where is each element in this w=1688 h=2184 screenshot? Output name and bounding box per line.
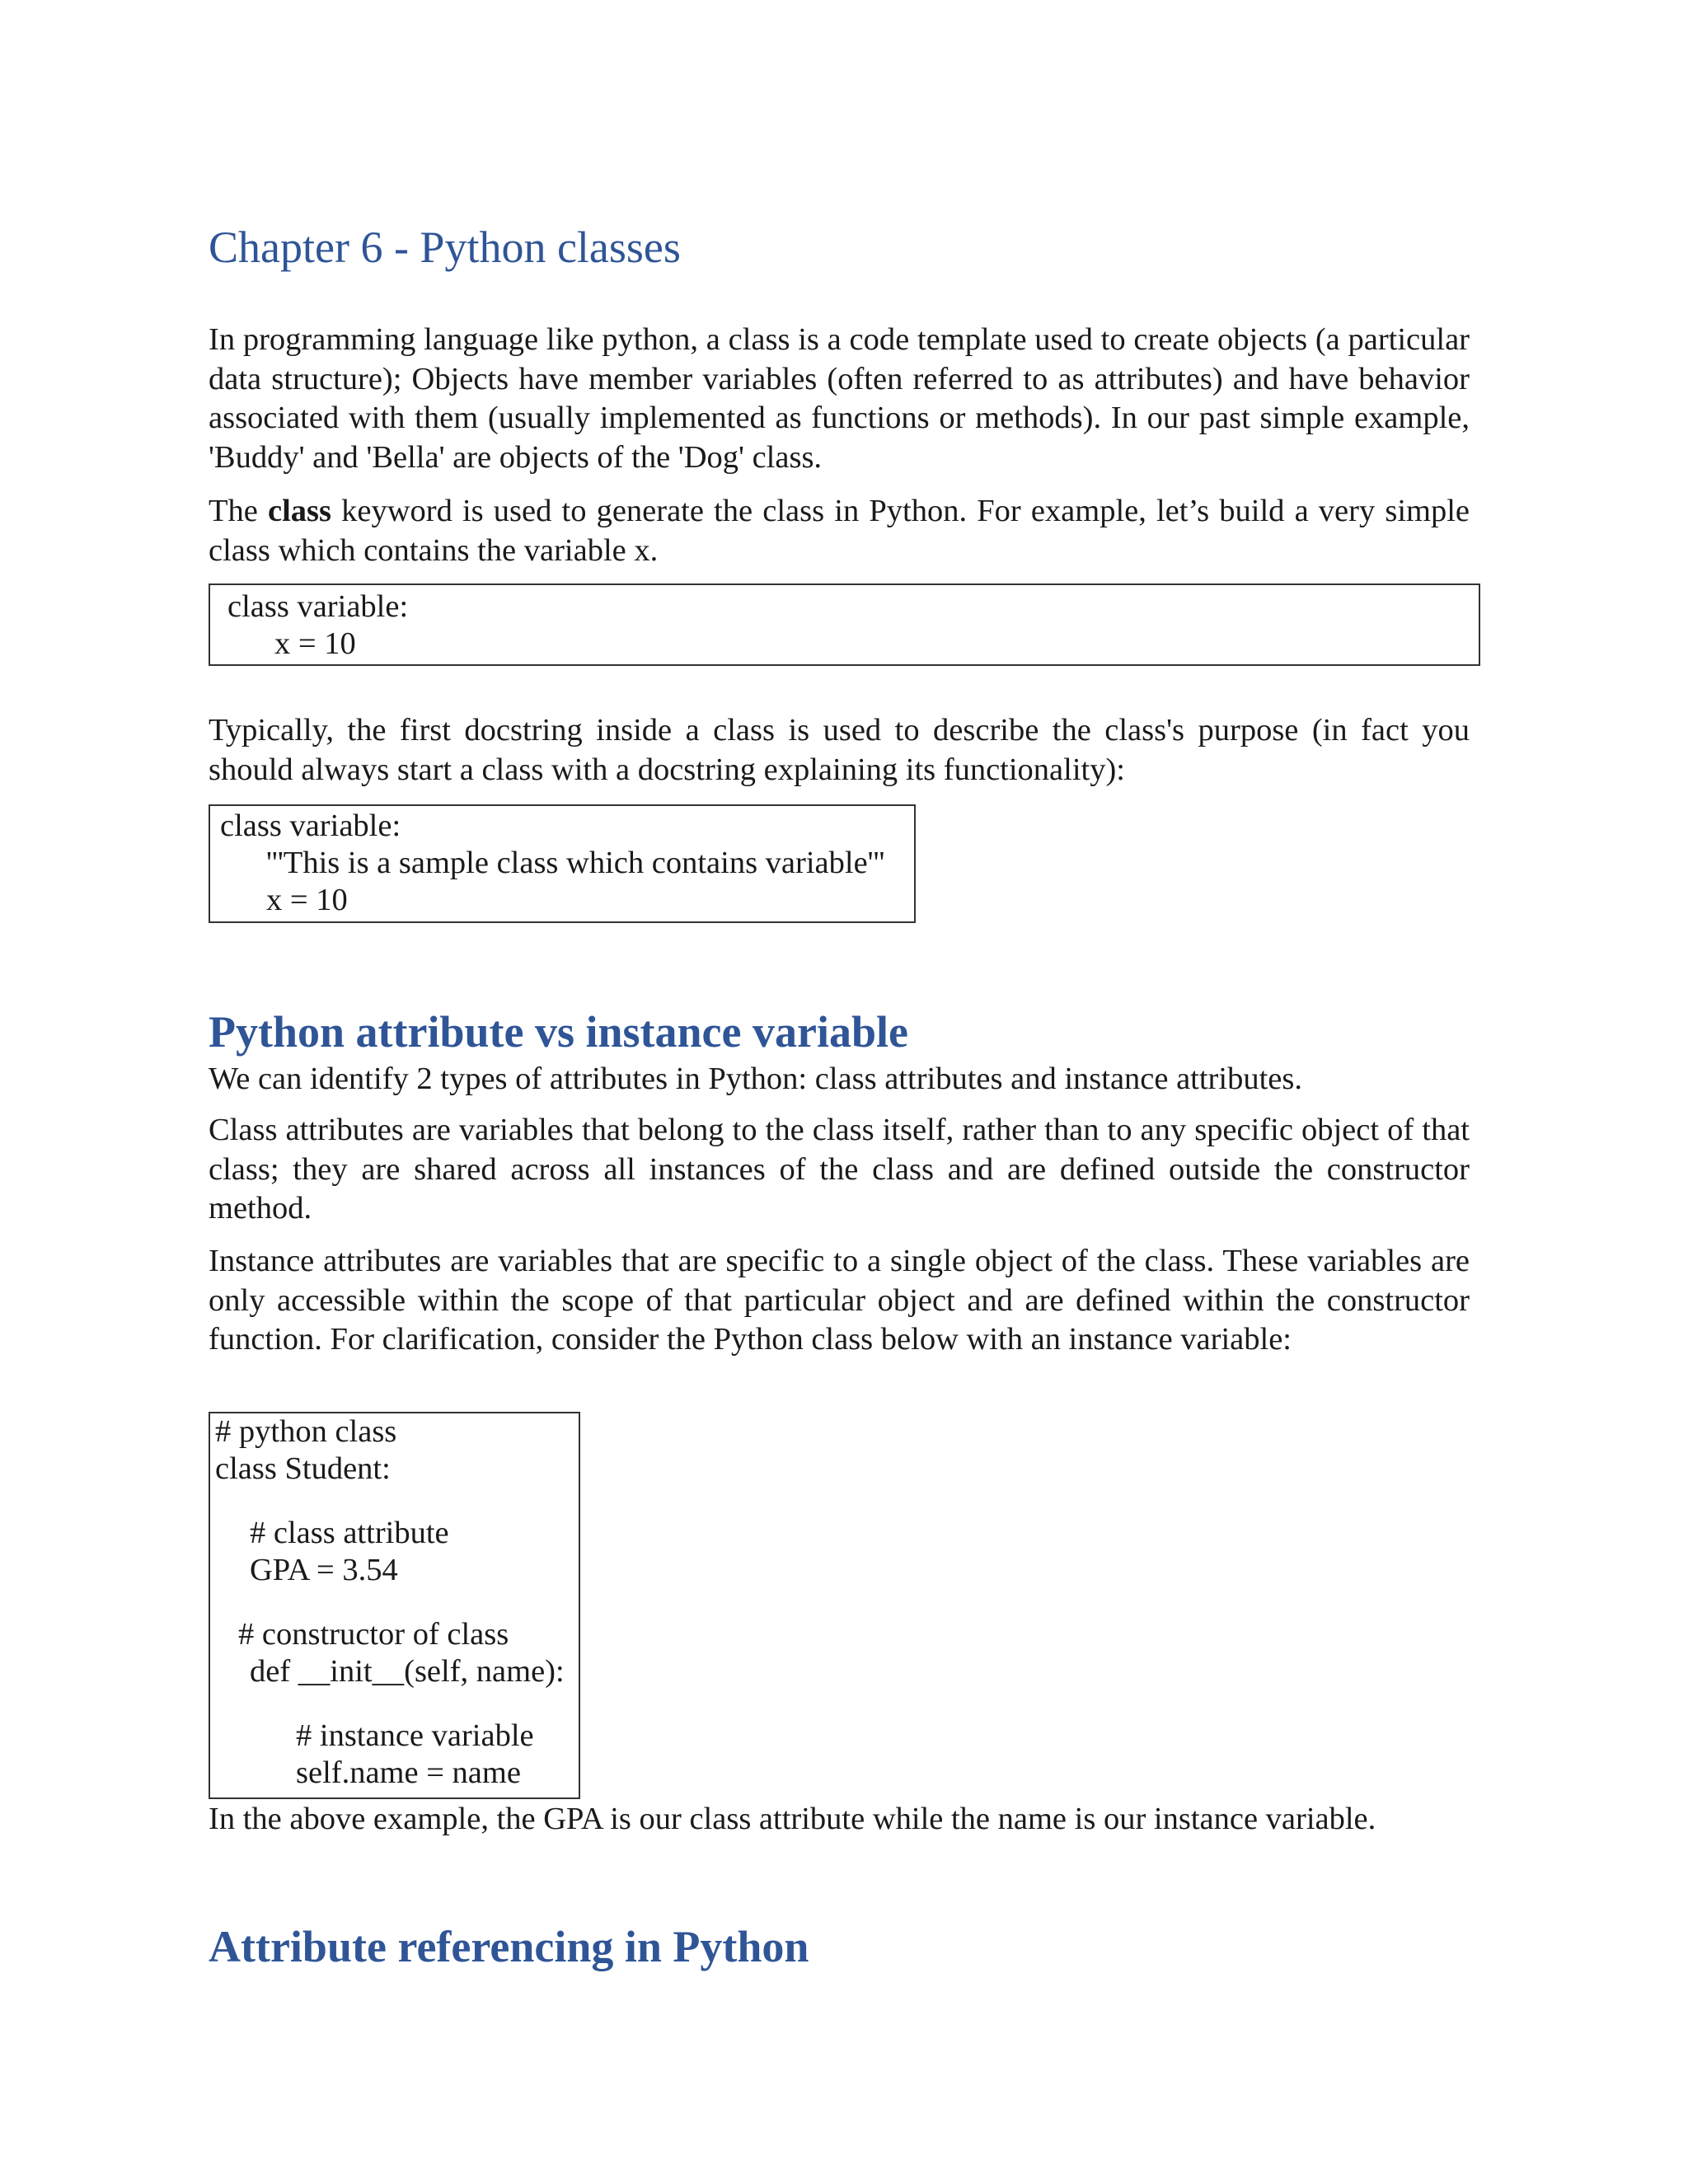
- class-keyword-suffix: keyword is used to generate the class in Python. For example, let’s build a very simple class which contains the variable x.: [209, 494, 1470, 568]
- intro-paragraph: In programming language like python, a class is a code template used to create objects (a particular data structure); Objects have member variables (often referred to as attributes) and have behavior associated with them (usually implemented as functions or methods). In our past simple example, 'Buddy' and 'Bella' are objects of the 'Dog' class.: [209, 322, 1470, 475]
- code-block-1: [209, 583, 1480, 666]
- code-line: class Student:: [215, 1451, 391, 1486]
- code-line: x = 10: [274, 626, 356, 661]
- code-line: self.name = name: [296, 1755, 521, 1790]
- class-keyword: class: [268, 494, 331, 528]
- class-keyword-paragraph: [209, 492, 1470, 570]
- code-line: # instance variable: [296, 1718, 534, 1753]
- example-summary-paragraph: In the above example, the GPA is our class attribute while the name is our instance variable.: [209, 1802, 1376, 1836]
- code-line: x = 10: [266, 883, 348, 917]
- code-line: GPA = 3.54: [250, 1553, 398, 1587]
- class-attributes-paragraph: Class attributes are variables that belong to the class itself, rather than to any specific object of that class; they are shared across all instances of the class and are defined outside the constructor method.: [209, 1113, 1470, 1226]
- code-block-3: [209, 1412, 580, 1799]
- code-line: class variable:: [220, 808, 401, 843]
- section-heading-attribute-referencing: Attribute referencing in Python: [209, 1922, 809, 1971]
- types-of-attributes-paragraph: We can identify 2 types of attributes in Python: class attributes and instance attributes.: [209, 1062, 1302, 1096]
- code-line: '''This is a sample class which contains variable''': [266, 846, 885, 880]
- code-line: # python class: [215, 1414, 397, 1449]
- code-block-2: [209, 804, 916, 923]
- chapter-title: Chapter 6 - Python classes: [209, 223, 681, 272]
- section-heading-attribute-vs-instance: Python attribute vs instance variable: [209, 1007, 908, 1057]
- code-line: def __init__(self, name):: [250, 1654, 565, 1689]
- instance-attributes-paragraph: Instance attributes are variables that are specific to a single object of the class. These variables are only accessible within the scope of that particular object and are defined within the constructor function. For clarification, consider the Python class below with an instance variable:: [209, 1244, 1470, 1357]
- class-keyword-prefix: The: [209, 494, 268, 528]
- code-line: class variable:: [227, 589, 409, 624]
- code-line: # class attribute: [250, 1516, 449, 1550]
- docstring-paragraph: Typically, the first docstring inside a class is used to describe the class's purpose (in fact you should always start a class with a docstring explaining its functionality):: [209, 713, 1470, 787]
- code-line: # constructor of class: [238, 1617, 509, 1652]
